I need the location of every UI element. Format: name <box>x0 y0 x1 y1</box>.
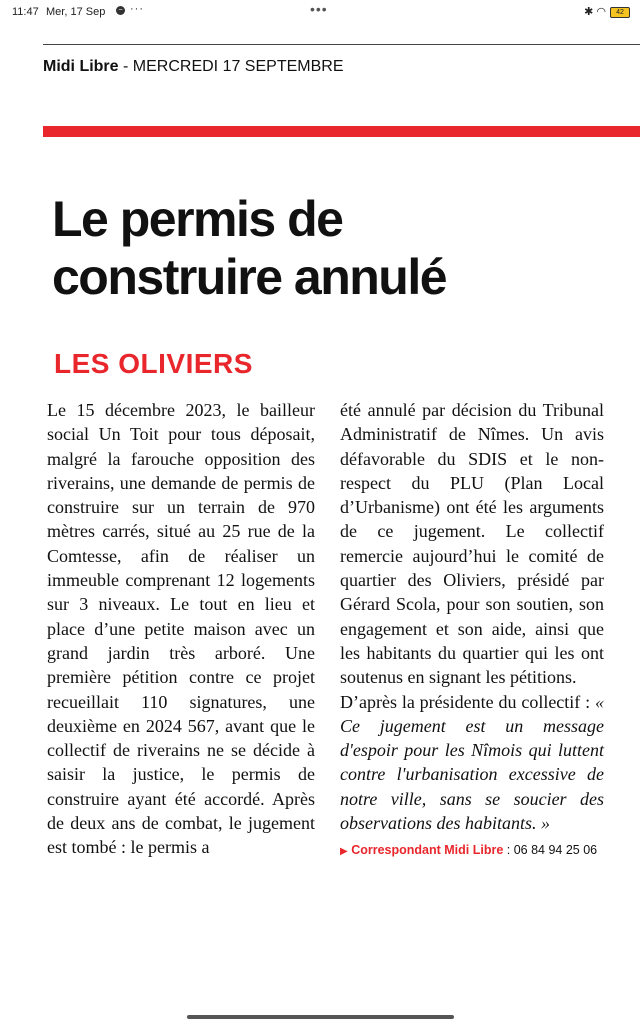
play-arrow-icon: ▶ <box>340 846 348 858</box>
headline-line-1: Le permis de <box>52 191 343 247</box>
credit-label: Correspondant Midi Libre <box>351 843 504 858</box>
red-section-bar <box>43 126 640 137</box>
masthead <box>43 58 344 76</box>
right-column-paragraph-1: été annulé par décision du Tribunal Administratif de Nîmes. Un avis défavorable du SDIS et le non-respect du PLU (Plan Local d’Urbanisme) ont été les arguments de ce jugement. Le collectif remercie aujourd’hui le comité de quartier des Oliviers, présidé par Gérard Scola, pour son soutien, son engagement et son aide, ainsi que les habitants du quartier qui les ont soutenus en signant les pétitions. <box>340 400 604 688</box>
status-bar <box>0 0 640 26</box>
right-column-paragraph-2 <box>340 690 604 836</box>
multitask-dots[interactable]: ••• <box>310 1 328 17</box>
battery-icon: 42 <box>610 7 630 18</box>
article-headline <box>52 190 632 306</box>
left-column-text: Le 15 décembre 2023, le bailleur social Un Toit pour tous déposait, malgré la farouche opposition des riverains, une demande de permis de construire sur un terrain de 970 mètres carrés, situé au 25 rue de la Comtesse, afin de réaliser un immeuble comprenant 12 logements sur 3 niveaux. Le tout en lieu et place d’une petite maison avec un grand jardin très arboré. Une première pétition contre ce projet recueillait 110 signatures, une deuxième en 2024 567, avant que le collectif de riverains ne se décide à saisir la justice, le permis de construire ayant été accordé. Après de deux ans de combat, le jugement est tombé : le permis a <box>47 400 315 858</box>
quote-text: « Ce jugement est un message d'espoir pour les Nîmois qui luttent contre l'urbanisation excessive de notre ville, sans se soucier des observations des habitants. » <box>340 691 605 834</box>
wifi-icon: ◠ <box>596 6 606 18</box>
messenger-icon: ~ <box>116 6 125 15</box>
article-column-left <box>47 398 315 860</box>
status-time: 11:47 <box>12 6 39 18</box>
article-kicker: LES OLIVIERS <box>54 348 253 379</box>
home-gesture-bar[interactable] <box>187 1015 454 1019</box>
headline-line-2: construire annulé <box>52 249 447 305</box>
masthead-brand: Midi Libre <box>43 58 119 75</box>
article-column-right <box>340 398 604 865</box>
correspondent-credit <box>340 838 604 864</box>
masthead-date: MERCREDI 17 SEPTEMBRE <box>132 58 344 75</box>
bluetooth-icon: ✱ <box>584 6 594 18</box>
status-more: ··· <box>130 3 144 15</box>
quote-intro: D’après la présidente du collectif : <box>340 691 591 712</box>
top-rule <box>43 44 640 45</box>
masthead-separator: - <box>118 58 133 75</box>
credit-phone: : 06 84 94 25 06 <box>506 843 598 858</box>
status-date: Mer, 17 Sep <box>46 6 106 18</box>
